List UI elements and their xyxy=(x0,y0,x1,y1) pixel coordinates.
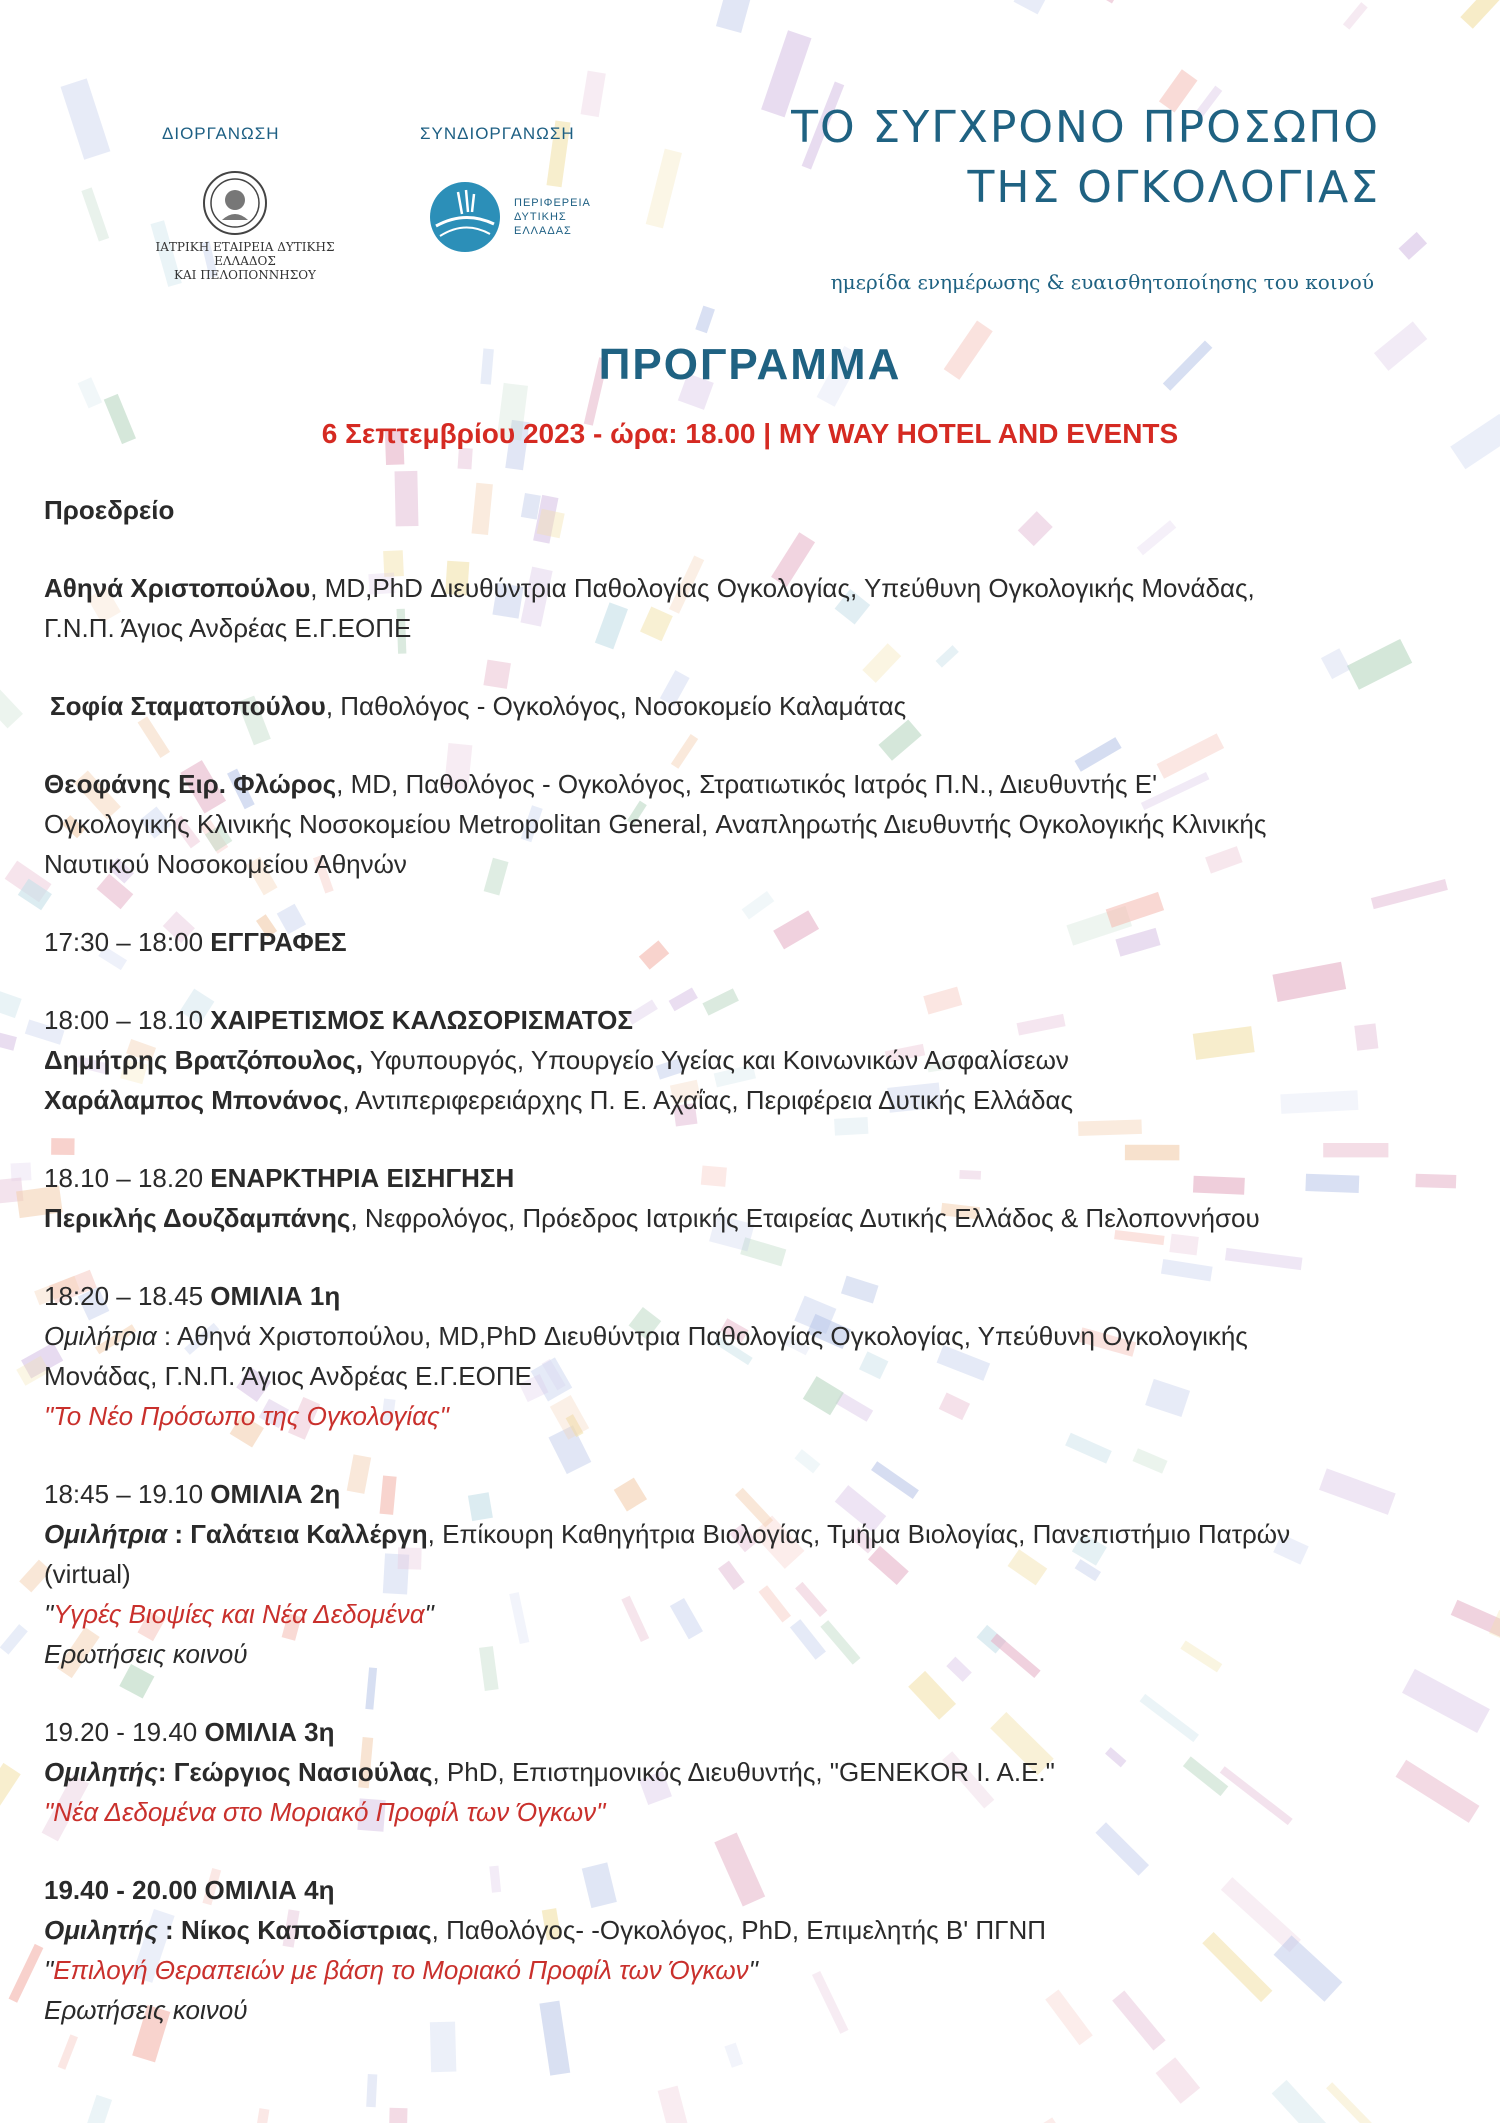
session-title: ΕΝΑΡΚΤΗΡΙΑ ΕΙΣΗΓΗΣΗ xyxy=(210,1163,515,1193)
speaker-name: Περικλής Δουζδαμπάνης xyxy=(44,1203,351,1233)
talk-title: "Νέα Δεδομένα στο Μοριακό Προφίλ των Όγκων" xyxy=(44,1797,606,1827)
region-line3: ΕΛΛΑΔΑΣ xyxy=(514,225,572,237)
confetti-stripe xyxy=(581,71,606,117)
speaker-details: : Αθηνά Χριστοπούλου, MD,PhD Διευθύντρια Παθολογίας Ογκολογίας, Υπεύθυνη Ογκολογικής xyxy=(156,1321,1248,1351)
speaker-details: , Αντιπεριφερειάρχης Π. Ε. Αχαΐας, Περιφέρεια Δυτικής Ελλάδας xyxy=(342,1085,1074,1115)
confetti-stripe xyxy=(61,78,111,159)
speaker-role: Ομιλήτρια xyxy=(44,1519,168,1549)
member-details: , Παθολόγος - Ογκολόγος, Νοσοκομείο Καλαμάτας xyxy=(325,691,907,721)
organizer-name-line1: ΙΑΤΡΙΚΗ ΕΤΑΙΡΕΙΑ ΔΥΤΙΚΗΣ ΕΛΛΑΔΟΣ xyxy=(155,240,335,268)
speaker-line xyxy=(44,1514,1464,1554)
speaker-details-cont: (virtual) xyxy=(44,1559,131,1589)
confetti-stripe xyxy=(658,2086,699,2123)
talk-title: "Επιλογή Θεραπειών με βάση το Μοριακό Προφίλ των Όγκων" xyxy=(44,1955,758,1985)
confetti-stripe xyxy=(1014,0,1051,14)
confetti-stripe xyxy=(1095,0,1155,3)
confetti-stripe xyxy=(0,986,22,1018)
session-time: 18:00 – 18.10 xyxy=(44,1005,211,1035)
confetti-stripe xyxy=(0,1763,21,1822)
speaker-role: Ομιλήτρια xyxy=(44,1321,157,1351)
confetti-stripe xyxy=(389,2108,407,2123)
region-line1: ΠΕΡΙΦΕΡΕΙΑ xyxy=(514,197,591,209)
speaker-role: Ομιλητής xyxy=(44,1757,158,1787)
confetti-stripe xyxy=(0,1624,28,1655)
confetti-stripe xyxy=(458,448,473,470)
session-title: ΟΜΙΛΙΑ 2η xyxy=(210,1479,341,1509)
coorganizer-label: ΣΥΝΔΙΟΡΓΑΝΩΣΗ xyxy=(420,124,575,143)
speaker-details: , Παθολόγος- -Ογκολόγος, PhD, Επιμελητής Β' ΠΓΝΠ xyxy=(431,1915,1047,1945)
speaker-line xyxy=(44,1316,1464,1356)
confetti-stripe xyxy=(1399,232,1428,260)
speaker-details: , Επίκουρη Καθηγήτρια Βιολογίας, Τμήμα Βιολογίας, Πανεπιστήμιο Πατρών xyxy=(427,1519,1291,1549)
confetti-stripe xyxy=(716,0,764,33)
session-header xyxy=(44,1712,1464,1752)
program-content xyxy=(44,490,1464,2030)
speaker-line xyxy=(44,1752,1464,1792)
member-name: Σοφία Σταματοπούλου xyxy=(50,691,326,721)
confetti-stripe xyxy=(253,2108,270,2123)
speaker-name: Γεώργιος Νασιούλας xyxy=(173,1757,433,1787)
speaker-line xyxy=(44,1198,1464,1238)
confetti-stripe xyxy=(1156,2057,1201,2104)
confetti-stripe xyxy=(81,187,109,241)
speaker-details: Υφυπουργός, Υπουργείο Υγείας και Κοινωνικών Ασφαλίσεων xyxy=(363,1045,1069,1075)
speaker-name: Χαράλαμπος Μπονάνος xyxy=(44,1085,343,1115)
confetti-stripe xyxy=(0,676,23,728)
audience-questions: Ερωτήσεις κοινού xyxy=(44,1639,248,1669)
talk-title-text: Υγρές Βιοψίες και Νέα Δεδομένα xyxy=(53,1599,425,1629)
presidium-heading: Προεδρείο xyxy=(44,495,175,525)
organizer-name xyxy=(150,240,340,282)
confetti-stripe xyxy=(58,2034,78,2069)
talk-title: "Το Νέο Πρόσωπο της Ογκολογίας" xyxy=(44,1401,449,1431)
speaker-role: Ομιλητής xyxy=(44,1915,158,1945)
speaker-separator: : xyxy=(157,1915,181,1945)
session-title: ΕΓΓΡΑΦΕΣ xyxy=(210,927,347,957)
speaker-details-cont: Μονάδας, Γ.Ν.Π. Άγιος Ανδρέας Ε.Γ.ΕΟΠΕ xyxy=(44,1361,532,1391)
confetti-stripe xyxy=(1460,0,1500,29)
member-details-cont: Γ.Ν.Π. Άγιος Ανδρέας Ε.Γ.ΕΟΠΕ xyxy=(44,613,412,643)
session-header xyxy=(44,1474,1464,1514)
presidium-member xyxy=(44,568,1464,608)
confetti-stripe xyxy=(75,2095,112,2123)
event-title xyxy=(680,98,1380,218)
event-title-line1: ΤΟ ΣΥΓΧΡΟΝΟ ΠΡΟΣΩΠΟ xyxy=(791,102,1380,153)
session-header xyxy=(44,1000,1464,1040)
speaker-separator: : xyxy=(157,1757,174,1787)
organizer-label: ΔΙΟΡΓΑΝΩΣΗ xyxy=(162,124,280,143)
confetti-stripe xyxy=(366,2074,377,2107)
member-name: Θεοφάνης Ειρ. Φλώρος xyxy=(44,769,337,799)
session-title: ΧΑΙΡΕΤΙΣΜΟΣ ΚΑΛΩΣΟΡΙΣΜΑΤΟΣ xyxy=(210,1005,633,1035)
talk-title-text: Επιλογή Θεραπειών με βάση το Μοριακό Προφίλ των Όγκων xyxy=(53,1955,749,1985)
session-title: ΟΜΙΛΙΑ 1η xyxy=(210,1281,341,1311)
speaker-line xyxy=(44,1080,1464,1120)
confetti-stripe xyxy=(1036,2117,1064,2123)
talk-title: "Υγρές Βιοψίες και Νέα Δεδομένα" xyxy=(44,1599,434,1629)
event-subtitle: ημερίδα ενημέρωσης & ευαισθητοποίησης του κοινού xyxy=(830,270,1374,294)
session-time: 19.40 - 20.00 xyxy=(44,1875,205,1905)
session-title: ΟΜΙΛΙΑ 4η xyxy=(204,1875,335,1905)
date-venue-line: 6 Σεπτεμβρίου 2023 - ώρα: 18.00 | MY WAY HOTEL AND EVENTS xyxy=(321,418,1179,449)
speaker-name: Νίκος Καποδίστριας xyxy=(180,1915,432,1945)
session-header xyxy=(44,922,1464,962)
organizer-name-line2: ΚΑΙ ΠΕΛΟΠΟΝΝΗΣΟΥ xyxy=(174,268,316,282)
speaker-line xyxy=(44,1040,1464,1080)
confetti-stripe xyxy=(695,306,715,334)
session-header xyxy=(44,1870,1464,1910)
region-logo xyxy=(428,180,502,259)
confetti-stripe xyxy=(1326,2082,1400,2123)
medical-society-logo xyxy=(200,170,270,241)
program-title: ΠΡΟΓΡΑΜΜΑ xyxy=(598,340,902,389)
session-time: 18:20 – 18.45 xyxy=(44,1281,211,1311)
member-name: Αθηνά Χριστοπούλου xyxy=(44,573,311,603)
event-title-line2: ΤΗΣ ΟΓΚΟΛΟΓΙΑΣ xyxy=(967,162,1380,213)
speaker-separator: : xyxy=(167,1519,191,1549)
confetti-stripe xyxy=(724,2043,743,2068)
member-details: , MD,PhD Διευθύντρια Παθολογίας Ογκολογίας, Υπεύθυνη Ογκολογικής Μονάδας, xyxy=(310,573,1255,603)
session-title: ΟΜΙΛΙΑ 3η xyxy=(204,1717,335,1747)
audience-questions: Ερωτήσεις κοινού xyxy=(44,1995,248,2025)
session-time: 19.20 - 19.40 xyxy=(44,1717,205,1747)
speaker-line xyxy=(44,1910,1464,1950)
member-details-cont: Ναυτικού Νοσοκομείου Αθηνών xyxy=(44,849,407,879)
region-line2: ΔΥΤΙΚΗΣ xyxy=(514,211,567,223)
speaker-details: , Νεφρολόγος, Πρόεδρος Ιατρικής Εταιρείας Δυτικής Ελλάδος & Πελοποννήσου xyxy=(350,1203,1260,1233)
session-header xyxy=(44,1276,1464,1316)
confetti-stripe xyxy=(646,149,682,229)
region-globe-icon xyxy=(428,180,502,254)
medical-society-seal-icon xyxy=(200,170,270,236)
confetti-stripe xyxy=(0,1027,17,1051)
presidium-member xyxy=(44,686,1464,726)
member-details: , MD, Παθολόγος - Ογκολόγος, Στρατιωτικός Ιατρός Π.Ν., Διευθυντής Ε' xyxy=(336,769,1158,799)
member-details-cont: Ογκολογικής Κλινικής Νοσοκομείου Metropolitan General, Αναπληρωτής Διευθυντής Ογκολογικής Κλινικής xyxy=(44,809,1267,839)
presidium-member xyxy=(44,764,1464,804)
session-time: 17:30 – 18:00 xyxy=(44,927,211,957)
confetti-stripe xyxy=(9,1944,44,2003)
speaker-name: Γαλάτεια Καλλέργη xyxy=(190,1519,428,1549)
confetti-stripe xyxy=(1343,2,1368,30)
session-header xyxy=(44,1158,1464,1198)
region-caption xyxy=(514,196,591,238)
session-time: 18:45 – 19.10 xyxy=(44,1479,211,1509)
speaker-details: , PhD, Επιστημονικός Διευθυντής, "GENEKOR I. A.E." xyxy=(432,1757,1055,1787)
speaker-name: Δημήτρης Βρατζόπουλος, xyxy=(44,1045,364,1075)
session-time: 18.10 – 18.20 xyxy=(44,1163,211,1193)
